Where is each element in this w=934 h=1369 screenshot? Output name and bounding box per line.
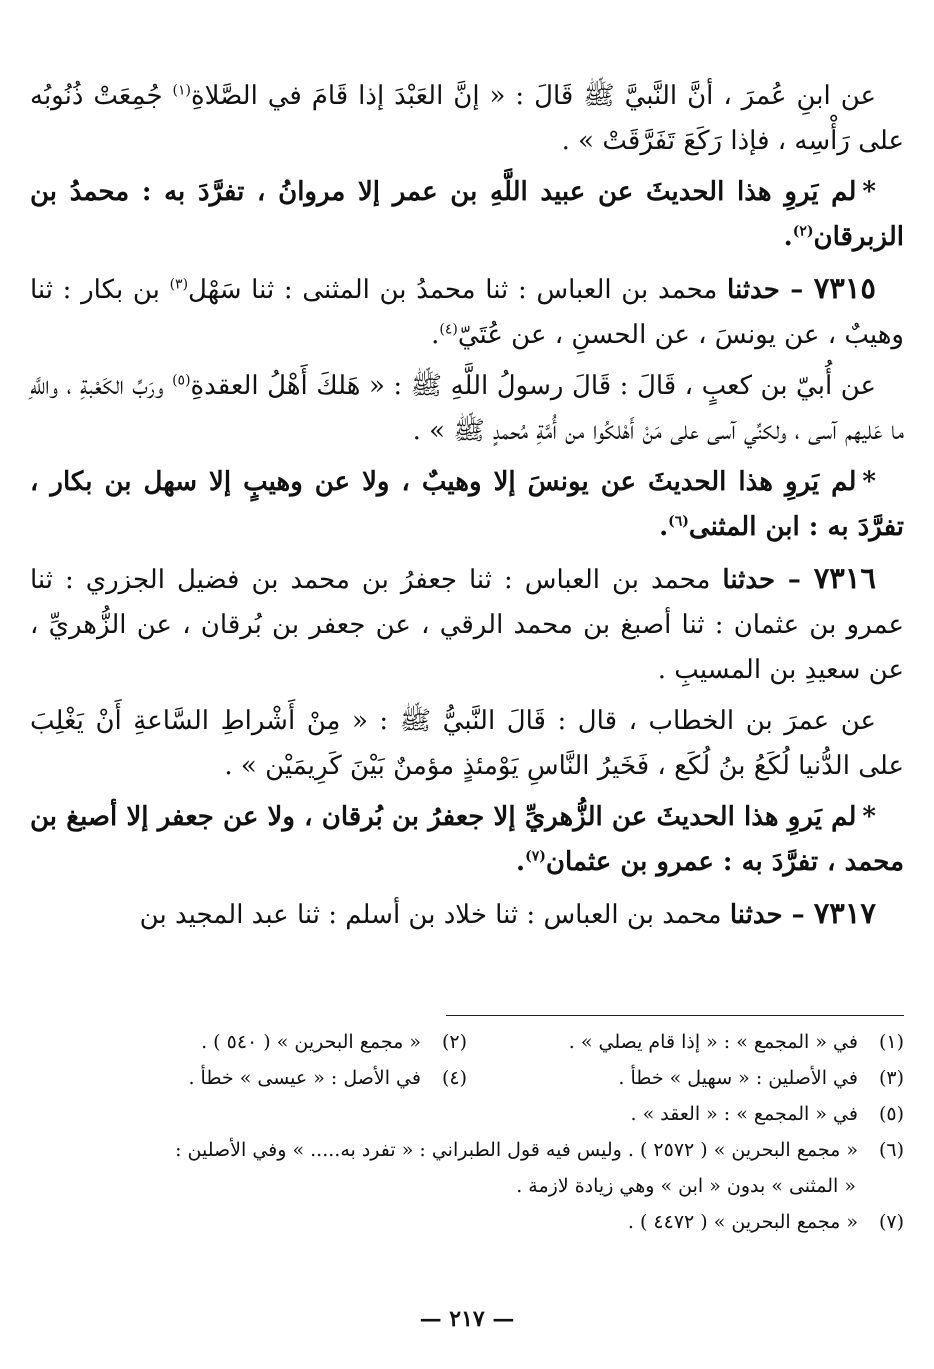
hadith-heading: – حدثنا [729, 900, 814, 930]
footnote-text: « المثنى » بدون « ابن » وهي زيادة لازمة . [516, 1175, 856, 1197]
footnote-ref-4: (٤) [439, 321, 458, 338]
commentary-3-end: . [516, 847, 526, 877]
star-icon: * [862, 467, 876, 497]
hadith-text-2 [30, 364, 904, 454]
hadith-text-1-a: عن ابنِ عُمرَ ، أنَّ النَّبيَّ ﷺ قَالَ : « إنَّ العَبْدَ إذا قَامَ في الصَّلاةِ [190, 81, 876, 111]
footnote-ref-5: (٥) [172, 372, 191, 389]
isnad-7315-b: بن بكار : ثنا وهيبٌ ، عن يونسَ ، عن الحسنِ ، عن عُتَيّ [30, 275, 904, 350]
commentary-1-text: لم يَروِ هذا الحديثَ عن عبيد اللَّهِ بن عمر إلا مروانُ ، تفرَّدَ به : محمدُ بن الزبرقان [30, 177, 904, 252]
footnote-divider [446, 1015, 904, 1016]
isnad-7316: محمد بن العباس : ثنا جعفرُ بن محمد بن فضيل الجزري : ثنا عمرو بن عثمان : ثنا أصبغ بن محمد الرقي ، عن جعفر بن بُرقان ، عن الزُّهريِّ ، عن سعيدِ بن المسيبِ . [30, 565, 904, 685]
isnad-7315-a: محمد بن العباس : ثنا محمدُ بن المثنى : ثنا سَهْل [188, 275, 728, 305]
footnote-number: (٢) [441, 1031, 467, 1053]
footnote-3 [467, 1060, 904, 1096]
footnote-number: (٤) [441, 1067, 467, 1089]
footnote-ref-6: (٦) [668, 513, 689, 530]
footnote-text: في « المجمع » : « العقد » . [630, 1103, 858, 1125]
star-icon: * [862, 802, 876, 832]
footnote-number: (٥) [878, 1103, 904, 1125]
hadith-text-3 [30, 699, 904, 789]
hadith-text-1-b: جُمِعَتْ ذُنُوبُه على رَأْسِه ، فإذا رَكَعَ تَفَرَّقَتْ » . [30, 81, 904, 156]
footnote-text: في الأصل : « عيسى » خطأ . [188, 1067, 421, 1089]
footnote-text: في « المجمع » : « إذا قام يصلي » . [568, 1031, 858, 1053]
footnotes [30, 1024, 904, 1240]
footnote-ref-2: (٢) [792, 223, 814, 240]
footnote-text: « مجمع البحرين » ( ٤٤٧٢ ) . [627, 1211, 858, 1233]
hadith-text-1 [30, 74, 904, 164]
footnote-ref-7: (٧) [525, 848, 546, 865]
hadith-text-2-b: ورَبِّ الكَعْبةِ ، واللَّهِ ما عَليهم آسى ، ولكنِّي آسى على مَنْ أَهْلكُوا من أُمَّةِ مُحمدٍ ﷺ » . [30, 371, 904, 446]
hadith-number: ٧٣١٧ [813, 896, 876, 930]
footnote-text: في الأصلين : « سهيل » خطأ . [618, 1067, 858, 1089]
hadith-number: ٧٣١٥ [813, 271, 877, 305]
footnote-5 [30, 1096, 904, 1132]
hadith-7316 [30, 556, 904, 693]
footnote-text: « مجمع البحرين » ( ٢٥٧٢ ) . وليس فيه قول الطبراني : « تفرد به..... » وفي الأصلين : [175, 1139, 858, 1161]
footnote-ref-3: (٣) [169, 276, 189, 293]
footnote-ref-1: (١) [172, 82, 191, 99]
footnote-text: « مجمع البحرين » ( ٥٤٠ ) . [201, 1031, 421, 1053]
footnote-1 [467, 1024, 904, 1060]
commentary-1 [30, 170, 904, 260]
footnote-7 [30, 1204, 904, 1240]
footnote-number: (٦) [878, 1139, 904, 1161]
footnote-number: (٣) [878, 1067, 904, 1089]
star-icon: * [862, 177, 876, 207]
main-text [30, 74, 904, 944]
hadith-text-3-a: عن عمرَ بن الخطاب ، قال : قَالَ النَّبيُّ ﷺ : « مِنْ أَشْراطِ السَّاعةِ أَنْ يَغْلِبَ على الدُّنيا لُكَعُ بنُ لُكَع ، فَخَيرُ النَّاسِ يَوْمئذٍ مؤمنٌ بَيْنَ كَرِيمَيْن » . [30, 706, 904, 781]
footnote-number: (١) [878, 1031, 904, 1053]
footnote-4 [30, 1060, 467, 1096]
footnote-row [30, 1024, 904, 1060]
footnote-row [30, 1060, 904, 1096]
isnad-7315-end: . [431, 320, 440, 350]
footnote-6 [30, 1132, 904, 1168]
commentary-1-end: . [783, 222, 793, 252]
hadith-number: ٧٣١٦ [813, 561, 876, 595]
footnote-6-continued [30, 1168, 904, 1204]
commentary-2-text: لم يَروِ هذا الحديثَ عن يونسَ إلا وهيبٌ ، ولا عن وهيبٍ إلا سهل بن بكار ، تفرَّدَ به : ابن المثنى [30, 467, 904, 542]
hadith-heading: – حدثنا [727, 275, 814, 305]
commentary-3-text: لم يَروِ هذا الحديثَ عن الزُّهريِّ إلا جعفرُ بن بُرقان ، ولا عن جعفر إلا أصبغ بن محمد ، تفرَّدَ به : عمرو بن عثمان [30, 802, 904, 877]
hadith-text-2-a: عن أُبيّ بن كعبٍ ، قَالَ : قَالَ رسولُ اللَّهِ ﷺ : « هَلكَ أَهْلُ العقدةِ [190, 371, 876, 401]
page-number: — ٢١٧ — [419, 1306, 515, 1332]
hadith-heading: – حدثنا [722, 565, 814, 595]
commentary-2-end: . [659, 512, 669, 542]
hadith-7317 [30, 891, 904, 938]
commentary-2 [30, 460, 904, 550]
hadith-7315 [30, 266, 904, 358]
footnote-number: (٧) [878, 1211, 904, 1233]
footnote-2 [30, 1024, 467, 1060]
commentary-3 [30, 795, 904, 885]
isnad-7317: محمد بن العباس : ثنا خلاد بن أسلم : ثنا عبد المجيد بن [139, 900, 730, 930]
